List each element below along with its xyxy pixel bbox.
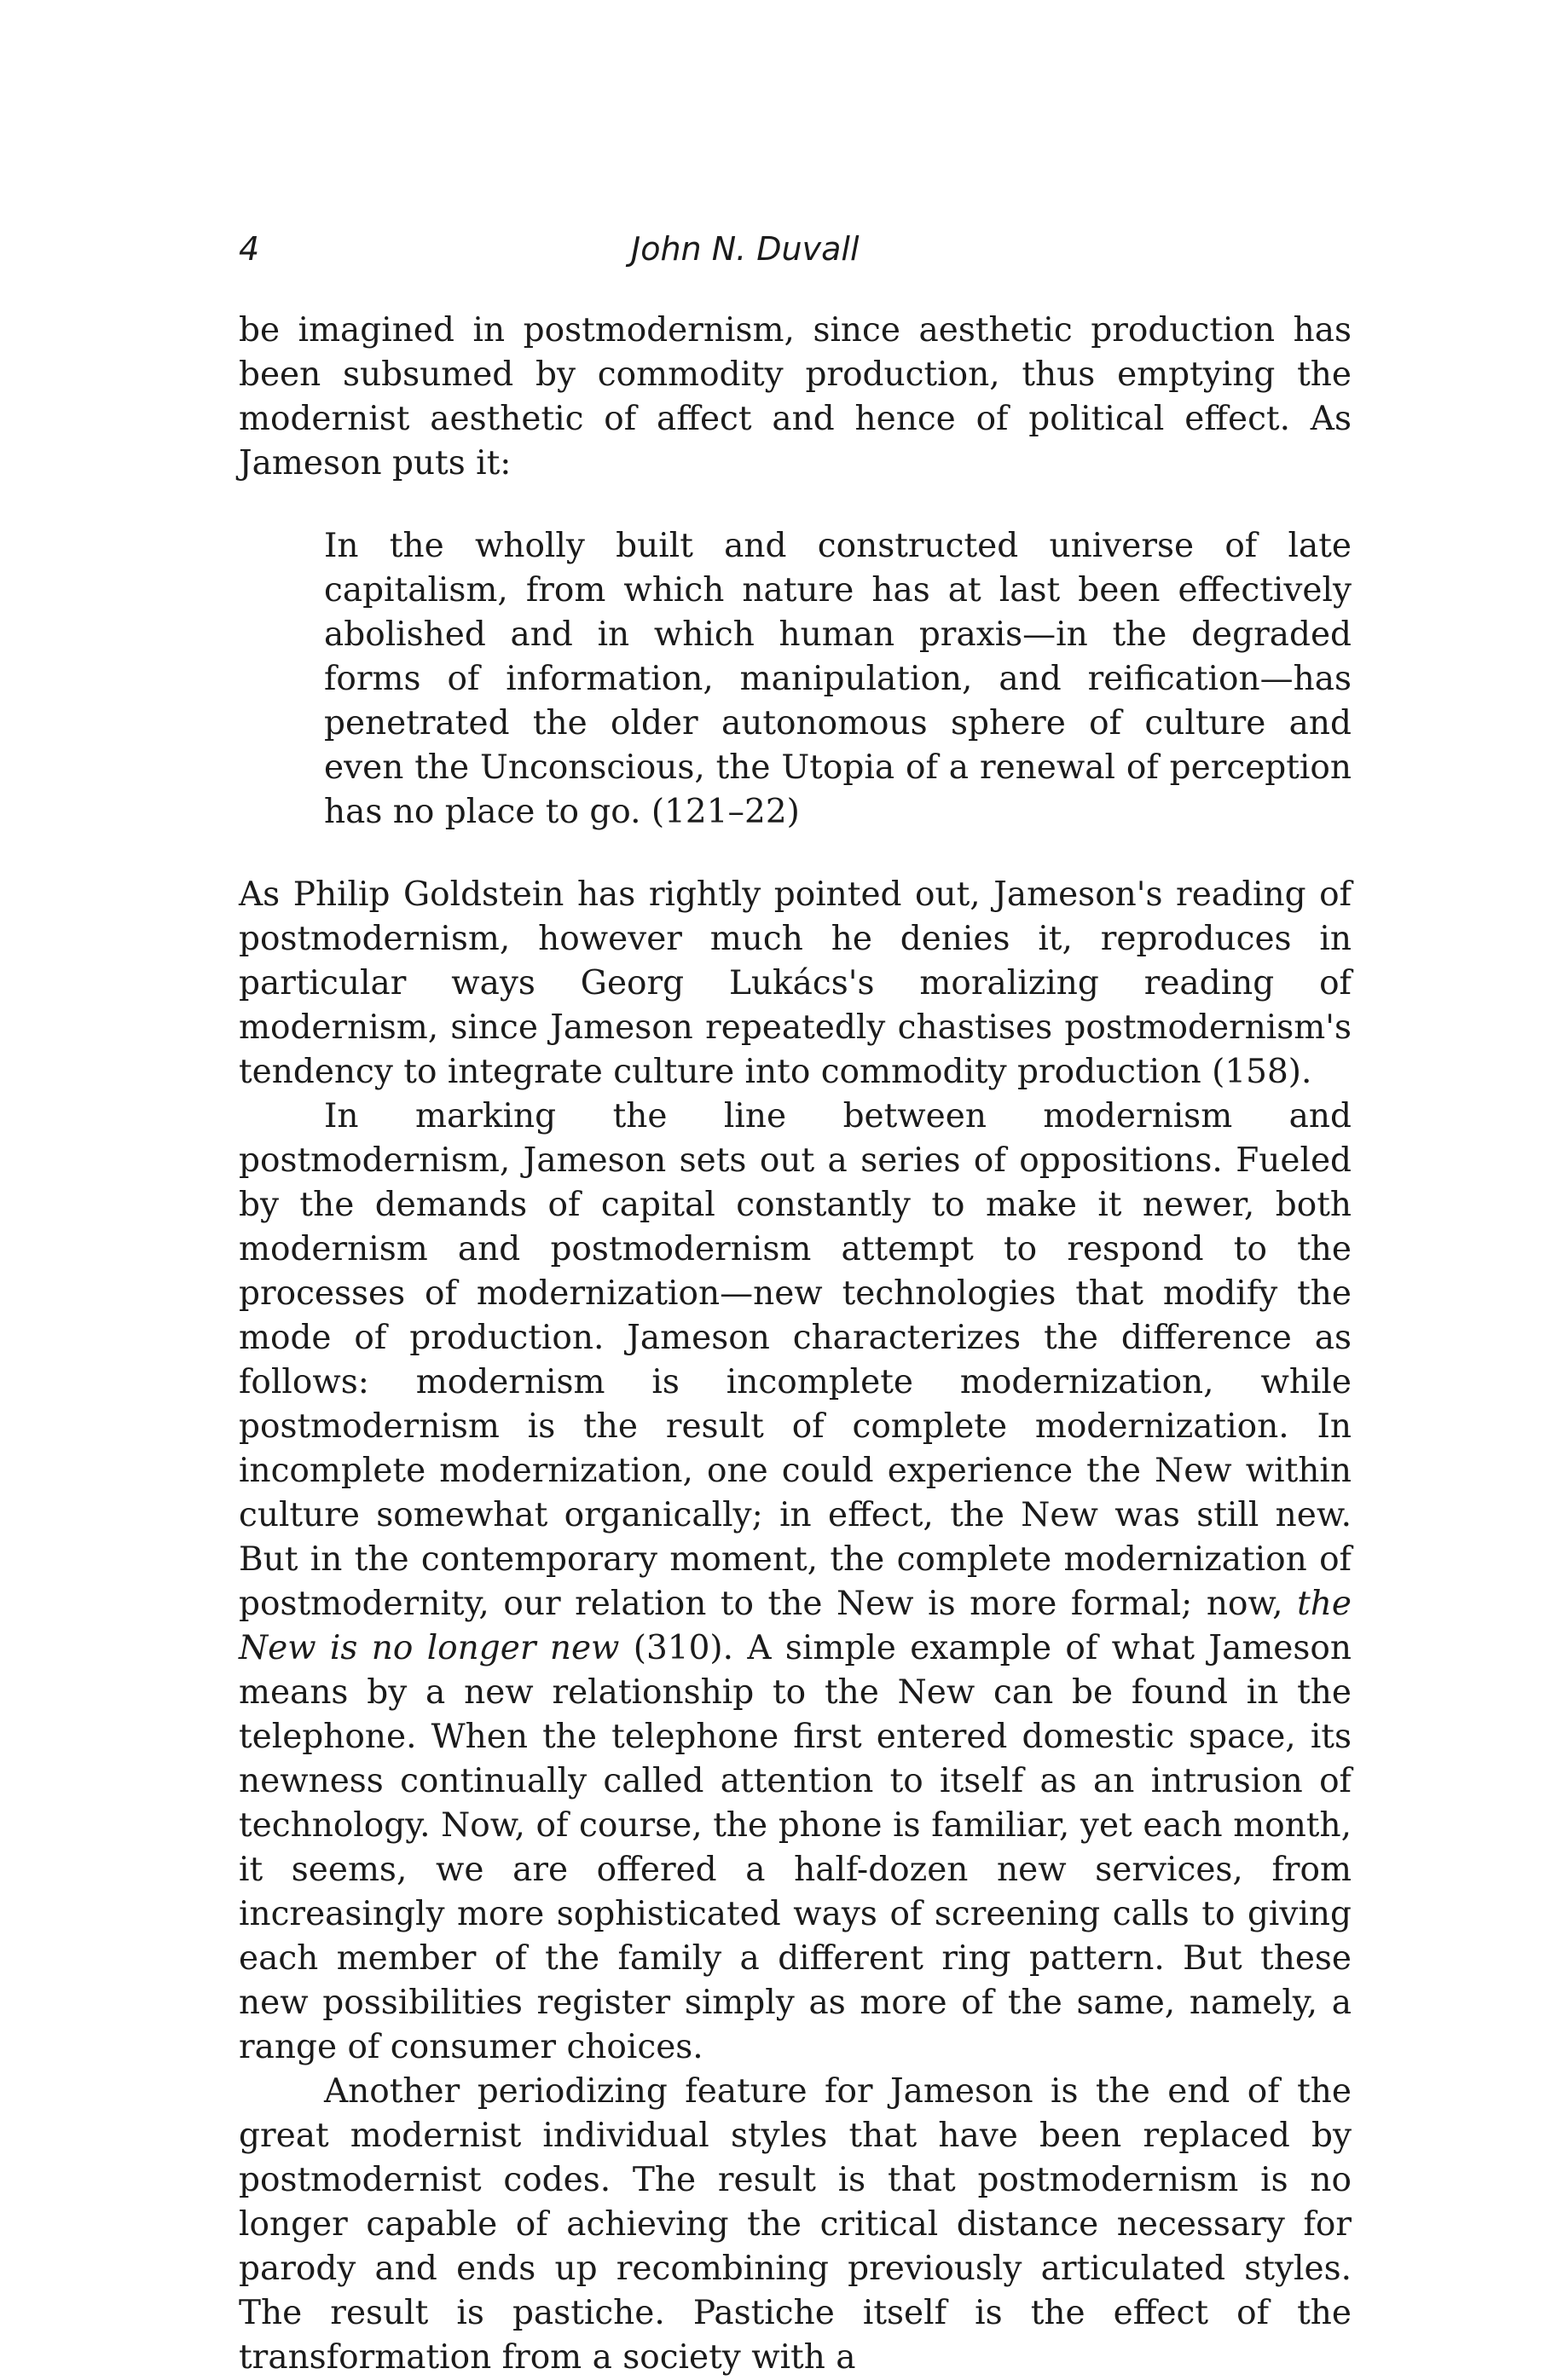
paragraph-goldstein: As Philip Goldstein has rightly pointed out, Jameson's reading of postmodernism, however much he denies it, reproduces in particular ways Georg Lukács's moralizing reading of modernism, since Jameson repeatedly chastises postmodernism's tendency to integrate culture into commodity production (158). [239,875,1352,1091]
page-number: 4 [239,230,260,268]
italic-phrase: the New is no longer new [239,1585,1352,1667]
paragraph-continued: be imagined in postmodernism, since aesthetic production has been subsumed by commodity production, thus emptying the modernist aesthetic of affect and hence of political effect. As Jameson puts it: [239,311,1352,482]
page-header [239,223,1364,274]
paragraph-text-part-1: In marking the line between modernism and postmodernism, Jameson sets out a series of oppositions. Fueled by the demands of capital constantly to make it newer, both modernism and postmodernism attempt to respond to the processes of modernization—new technologies that modify the mode of production. Jameson characterizes the difference as follows: modernism is incomplete modernization, while postmodernism is the result of complete modernization. In incomplete modernization, one could experience the New within culture somewhat organically; in effect, the New was still new. But in the contemporary moment, the complete modernization of postmodernity, our relation to the New is more formal; now, [239,1097,1352,1623]
paragraph-modernization [239,1095,1352,2070]
body-text [239,309,1352,2380]
paragraph-text-part-2: (310). A simple example of what Jameson means by a new relationship to the New can be found in the telephone. When the telephone first entered domestic space, its newness continually called attention to itself as an intrusion of technology. Now, of course, the phone is familiar, yet each month, it seems, we are offered a half-dozen new services, from increasingly more sophisticated ways of screening calls to giving each member of the family a different ring pattern. But these new possibilities register simply as more of the same, namely, a range of consumer choices. [239,1629,1352,2066]
running-head-author: John N. Duvall [631,230,860,268]
paragraph-pastiche: Another periodizing feature for Jameson is the end of the great modernist individual styles that have been replaced by postmodernist codes. The result is that postmodernism is no longer capable of achieving the critical distance necessary for parody and ends up recombining previously articulated styles. The result is pastiche. Pastiche itself is the effect of the transformation from a society with a [239,2072,1352,2377]
block-quotation: In the wholly built and constructed universe of late capitalism, from which nature has at last been effectively abolished and in which human praxis—in the degraded forms of information, manipulation, and reification—has penetrated the older autonomous sphere of culture and even the Unconscious, the Utopia of a renewal of perception has no place to go. (121–22) [324,527,1352,831]
